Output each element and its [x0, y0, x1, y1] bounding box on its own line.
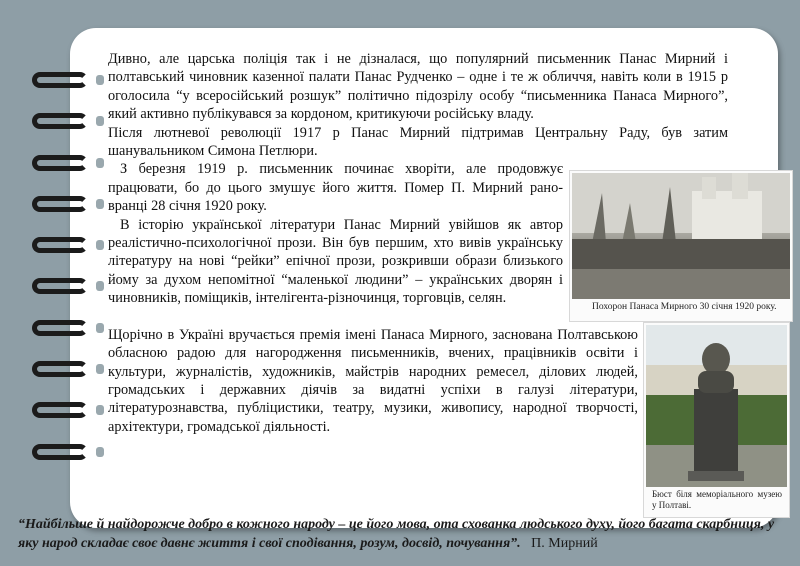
paragraph-illness: З березня 1919 р. письменник починає хворіти, але продовжує працювати, бо до цього змушує його життя. Помер П. Мирний рано-вранці 28 січня 1920 року.	[108, 161, 563, 215]
funeral-photo	[569, 170, 793, 322]
spiral-ring-icon	[26, 438, 106, 468]
spiral-ring-icon	[26, 107, 106, 137]
bust-image	[646, 325, 787, 487]
paragraph-police: Дивно, але царська поліція так і не дізналася, що популярний письменник Панас Мирний і полтавський чиновник казенної палати Панас Рудченко – одне і те ж обличчя, навіть коли в 1915 р оголосила “у всеросійський розшук” політично підозрілу особу “письменника Панаса Мирного”, який активно публікувався за кордоном, критикуючи російську владу.	[108, 51, 728, 123]
spiral-ring-icon	[26, 396, 106, 426]
paragraph-award: Щорічно в Україні вручається премія імені Панаса Мирного, заснована Полтавською обласною радою для нагородження письменників, вчених, працівників освіти і культури, журналістів, художників, майстрів народних ремесел, ділових людей, громадських і державних діячів за видатні успіхи в галузі літератури, літературознавства, публіцистики, театру, музики, живопису, народної творчості, архітектури, громадської діяльності.	[108, 326, 638, 435]
spiral-ring-icon	[26, 314, 106, 344]
spiral-ring-icon	[26, 272, 106, 302]
bust-caption: Бюст біля меморіального музею у Полтаві.	[652, 489, 782, 510]
funeral-caption: Похорон Панаса Мирного 30 січня 1920 року.	[592, 302, 777, 312]
spiral-ring-icon	[26, 231, 106, 261]
quote-text: “Найбільше й найдорожче добро в кожного народу – це його мова, ота схованка людського духу, його багата скарбниця, у яку народ складає своє давнє життя і свої сподівання, розум, досвід, почування”.	[18, 517, 775, 551]
epigraph-quote	[18, 516, 788, 553]
paragraph-revolution: Після лютневої революції 1917 р Панас Мирний підтримав Центральну Раду, був затим шанувальником Симона Петлюри.	[108, 124, 728, 160]
spiral-ring-icon	[26, 355, 106, 385]
spiral-ring-icon	[26, 190, 106, 220]
funeral-image	[572, 173, 790, 299]
paragraph-legacy: В історію української літератури Панас Мирний увійшов як автор реалістично-психологічної прози. Він був першим, хто вивів українську літературу на нові “рейки” епічної прози, розкривши образи близького йому за духом непомітної “маленької людини” – українських дворян і чиновників, поміщиків, інтелігента-різночинця, торговців, селян.	[108, 216, 563, 307]
quote-author: П. Мирний	[531, 535, 598, 551]
spiral-ring-icon	[26, 149, 106, 179]
bust-photo	[643, 322, 790, 518]
spiral-ring-icon	[26, 66, 106, 96]
spiral-binding	[26, 66, 106, 479]
